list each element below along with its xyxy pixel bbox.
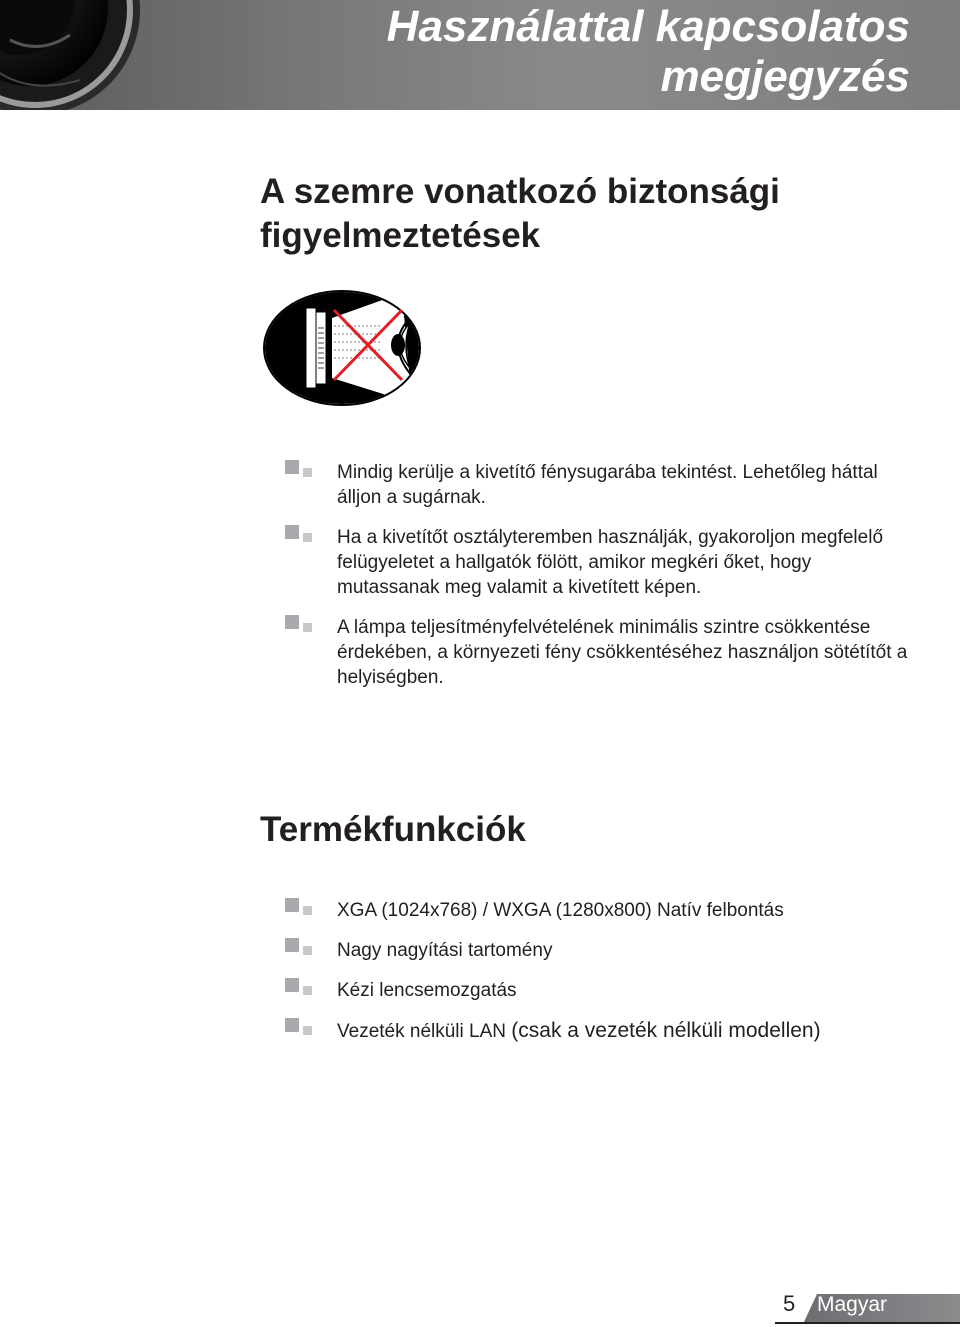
list-item [285,938,915,963]
eye-safety-heading-line-2: figyelmeztetések [260,216,541,255]
lens-icon [0,0,160,110]
list-item [285,898,915,923]
eye-safety-list [285,460,915,705]
square-bullet-icon [285,460,315,480]
list-item-text-note: (csak a vezeték nélküli modellen) [511,1019,821,1042]
list-item-text: A lámpa teljesítményfelvételének minimális szintre csökkentése érdekében, a környezeti fény csökkentéséhez használjon sötétítőt a helyiségben. [337,617,908,688]
square-bullet-icon [285,1018,315,1038]
page-number: 5 [783,1291,796,1316]
page-title-line-1: Használattal kapcsolatos [386,2,910,51]
list-item-text: Mindig kerülje a kivetítő fénysugarába tekintést. Lehetőleg háttal álljon a sugárnak. [337,462,878,508]
list-item-text: Ha a kivetítőt osztályteremben használják, gyakoroljon megfelelő felügyeletet a hallgatók fölött, amikor megkéri őket, hogy mutassanak meg valamit a kivetített képen. [337,527,884,598]
list-item [285,525,915,600]
features-heading: Termékfunkciók [260,810,526,849]
eye-safety-heading-line-1: A szemre vonatkozó biztonsági [260,172,780,211]
page-title-line-2: megjegyzés [660,52,910,101]
list-item [285,460,915,510]
language-label: Magyar [817,1293,888,1316]
square-bullet-icon [285,978,315,998]
list-item-text: XGA (1024x768) / WXGA (1280x800) Natív felbontás [337,900,784,921]
footer-divider [775,1322,960,1324]
square-bullet-icon [285,525,315,545]
eye-safety-heading [260,170,880,258]
square-bullet-icon [285,898,315,918]
list-item [285,615,915,690]
list-item-text: Kézi lencsemozgatás [337,980,517,1001]
projector-beam-eye-crossed-icon [262,288,424,408]
list-item [285,978,915,1003]
list-item-text: Vezeték nélküli LAN [337,1021,506,1042]
list-item-text: Nagy nagyítási tartomény [337,940,553,961]
square-bullet-icon [285,615,315,635]
list-item [285,1018,915,1044]
page-footer [775,1290,960,1327]
header-banner [0,0,960,110]
page-title [210,2,910,102]
square-bullet-icon [285,938,315,958]
features-list [285,898,915,1059]
